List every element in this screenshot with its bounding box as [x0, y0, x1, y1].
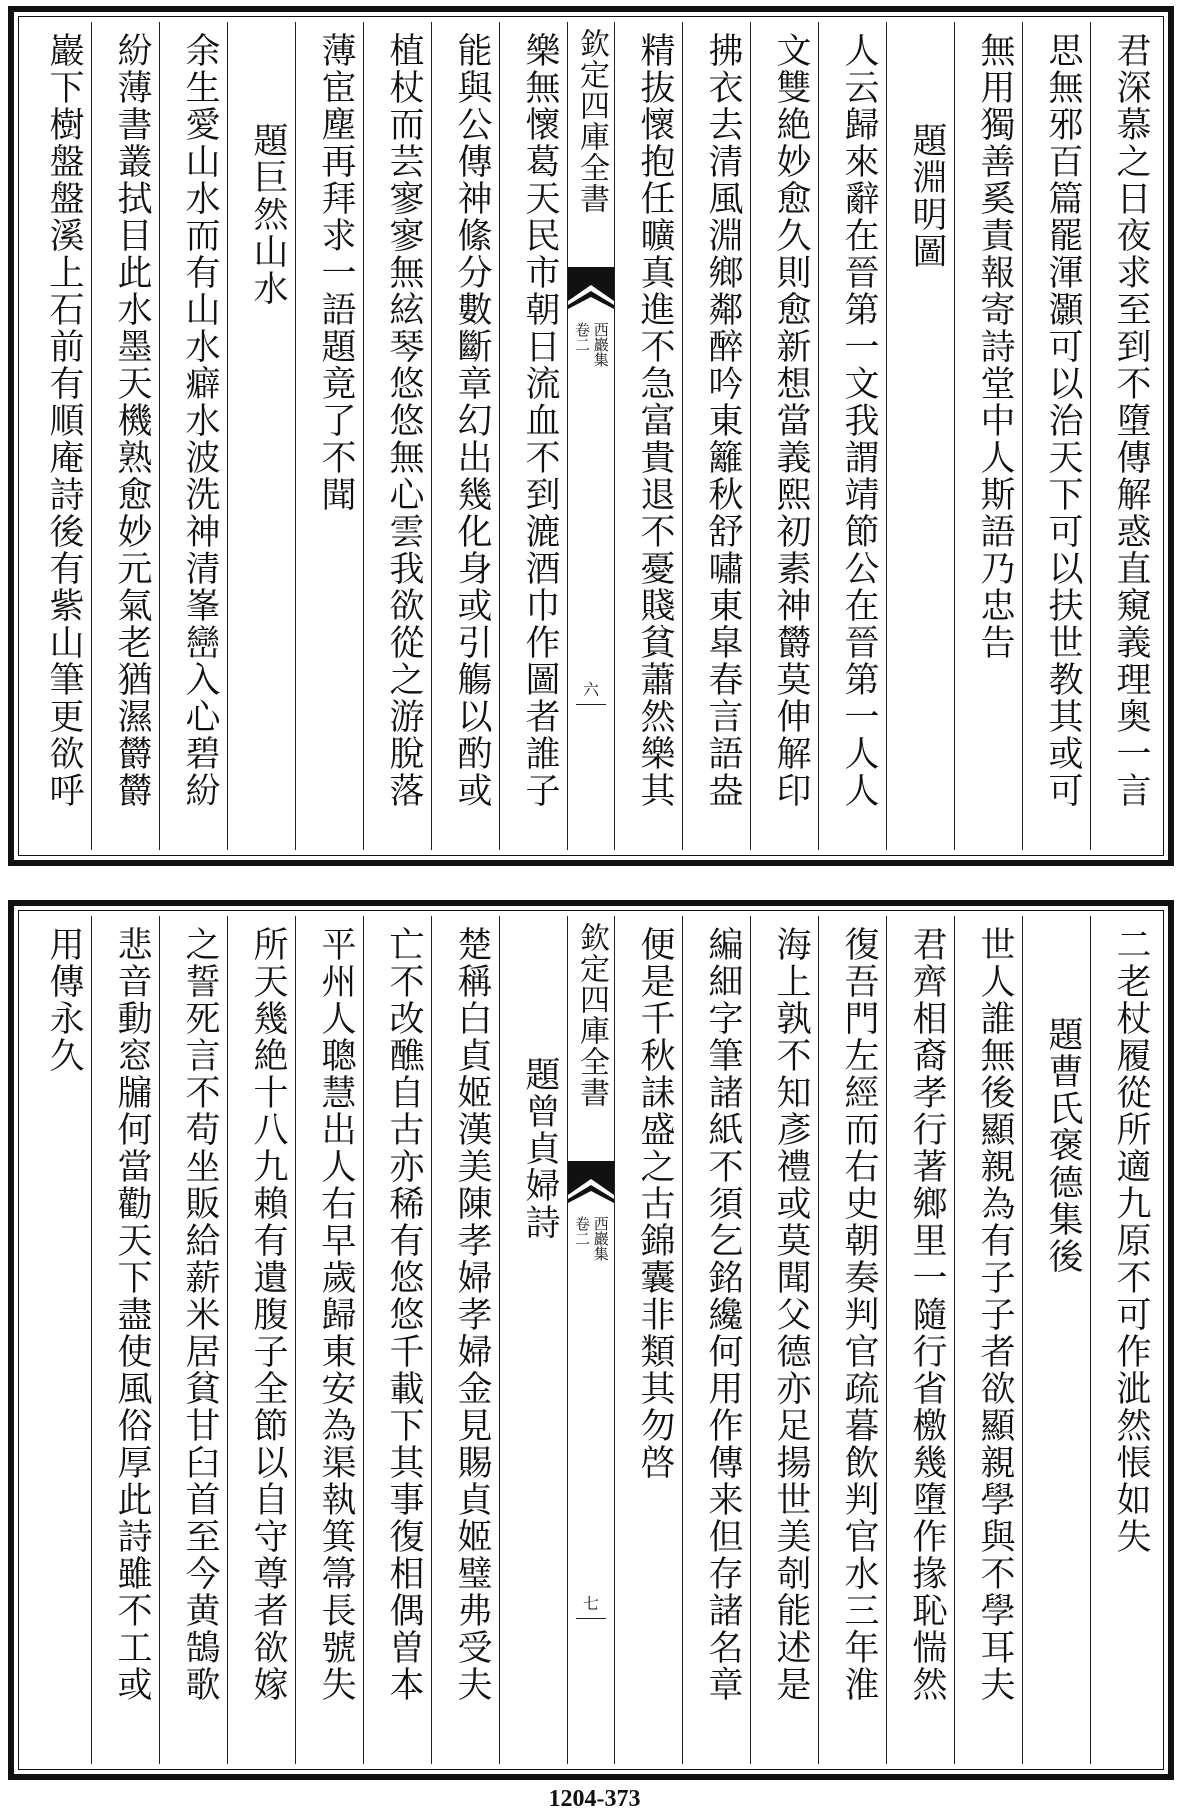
poem-title: 題曾貞婦詩: [499, 916, 567, 1764]
folio-divider: [576, 704, 606, 705]
page-number: 1204-373: [548, 1786, 641, 1812]
collection-name: 西巖集: [591, 322, 610, 367]
text-column: 之誓死言不苟坐販給薪米居貧甘臼首至今黄鵠歌: [159, 916, 227, 1764]
text-column: 用傳永久: [44, 926, 84, 1074]
folio-number: 六: [582, 680, 600, 699]
poem-title: 題巨然山水: [227, 22, 295, 850]
text-column: 余生愛山水而有山水癖水波洗神清峯巒入心碧紛: [159, 22, 227, 850]
text-column: 思無邪百篇罷渾灝可以治天下可以扶世教其或可: [1022, 22, 1090, 850]
text-column: 君齊相裔孝行著鄉里一隨行省檄幾墮作掾恥惴然: [886, 916, 954, 1764]
juan-number: 卷二: [573, 322, 591, 352]
text-column: 二老杖履從所適九原不可作泚然悵如失: [1090, 916, 1158, 1764]
fish-tail-mark-icon: [568, 267, 614, 313]
text-column: 文雙絶妙愈久則愈新想當義熙初素神欝莫伸解印: [750, 22, 818, 850]
bottom-page-columns: [24, 916, 1158, 1764]
text-column: 無用獨善奚責報寄詩堂中人斯語乃忠告: [954, 22, 1022, 850]
text-column: 薄宦塵再拜求一語題竟了不聞: [295, 22, 363, 850]
top-page-columns: [24, 22, 1158, 850]
book-title: 欽定四庫全書: [574, 28, 609, 214]
fish-tail-mark-icon: [568, 1161, 614, 1207]
text-column: 世人誰無後顯親為有子子者欲顯親學與不學耳夫: [954, 916, 1022, 1764]
text-column: 植杖而芸寥寥無絃琴悠悠無心雲我欲從之游脫落: [363, 22, 431, 850]
text-column: 亡不改醮自古亦稀有悠悠千載下其事復相偶曽本: [363, 916, 431, 1764]
text-column: 人云歸來辭在晉第一文我謂靖節公在晉第一人人: [818, 22, 886, 850]
text-column: 精抜懷抱任曠真進不急富貴退不憂賤貧蕭然樂其: [614, 22, 682, 850]
bottom-page-frame: [8, 900, 1174, 1780]
text-column: 復吾門左經而右史朝奏判官疏暮飲判官水三年淮: [818, 916, 886, 1764]
book-title: 欽定四庫全書: [574, 922, 609, 1108]
juan-number: 卷二: [573, 1216, 591, 1246]
text-column: 編細字筆諸紙不須乞銘纔何用作傳来但存諸名章: [682, 916, 750, 1764]
volume-label: [572, 1216, 610, 1261]
volume-label: [572, 322, 610, 367]
text-column: 拂衣去清風淵鄉鄰醉吟東籬秋舒嘯東皐春言語盎: [682, 22, 750, 850]
text-column: 樂無懷葛天民市朝日流血不到漉酒巾作圖者誰子: [499, 22, 567, 850]
poem-title: 題曹氏褒德集後: [1022, 916, 1090, 1764]
text-column: 楚稱白貞姬漢美陳孝婦孝婦金見賜貞姬璧弗受夫: [431, 916, 499, 1764]
text-column: 巖下樹盤盤溪上石前有順庵詩後有紫山筆更欲呼: [44, 32, 84, 809]
folio-divider: [576, 1618, 606, 1619]
center-fold: [567, 22, 614, 850]
text-column: 能與公傳神絛分數斷章幻出幾化身或引觴以酌或: [431, 22, 499, 850]
folio-number: 七: [582, 1594, 600, 1613]
text-column: 便是千秋誄盛之古錦囊非類其勿啓: [614, 916, 682, 1764]
top-page-frame: [8, 6, 1174, 866]
poem-title: 題淵明圖: [886, 22, 954, 850]
collection-name: 西巖集: [591, 1216, 610, 1261]
text-column: 君深慕之日夜求至到不墮傳解惑直窺義理奥一言: [1090, 22, 1158, 850]
text-column: 所天幾絶十八九賴有遺腹子全節以自守尊者欲嫁: [227, 916, 295, 1764]
text-column: 悲音動窓牖何當勸天下盡使風俗厚此詩雖不工或: [91, 916, 159, 1764]
center-fold: [567, 916, 614, 1764]
text-column: 紛薄書叢拭目此水墨天機熟愈妙元氣老猶濕欝欝: [91, 22, 159, 850]
text-column: 海上孰不知彥禮或莫聞父德亦足揚世美剞能述是: [750, 916, 818, 1764]
text-column: 平州人聰慧出人右早歲歸東安為渠執箕箒長號失: [295, 916, 363, 1764]
